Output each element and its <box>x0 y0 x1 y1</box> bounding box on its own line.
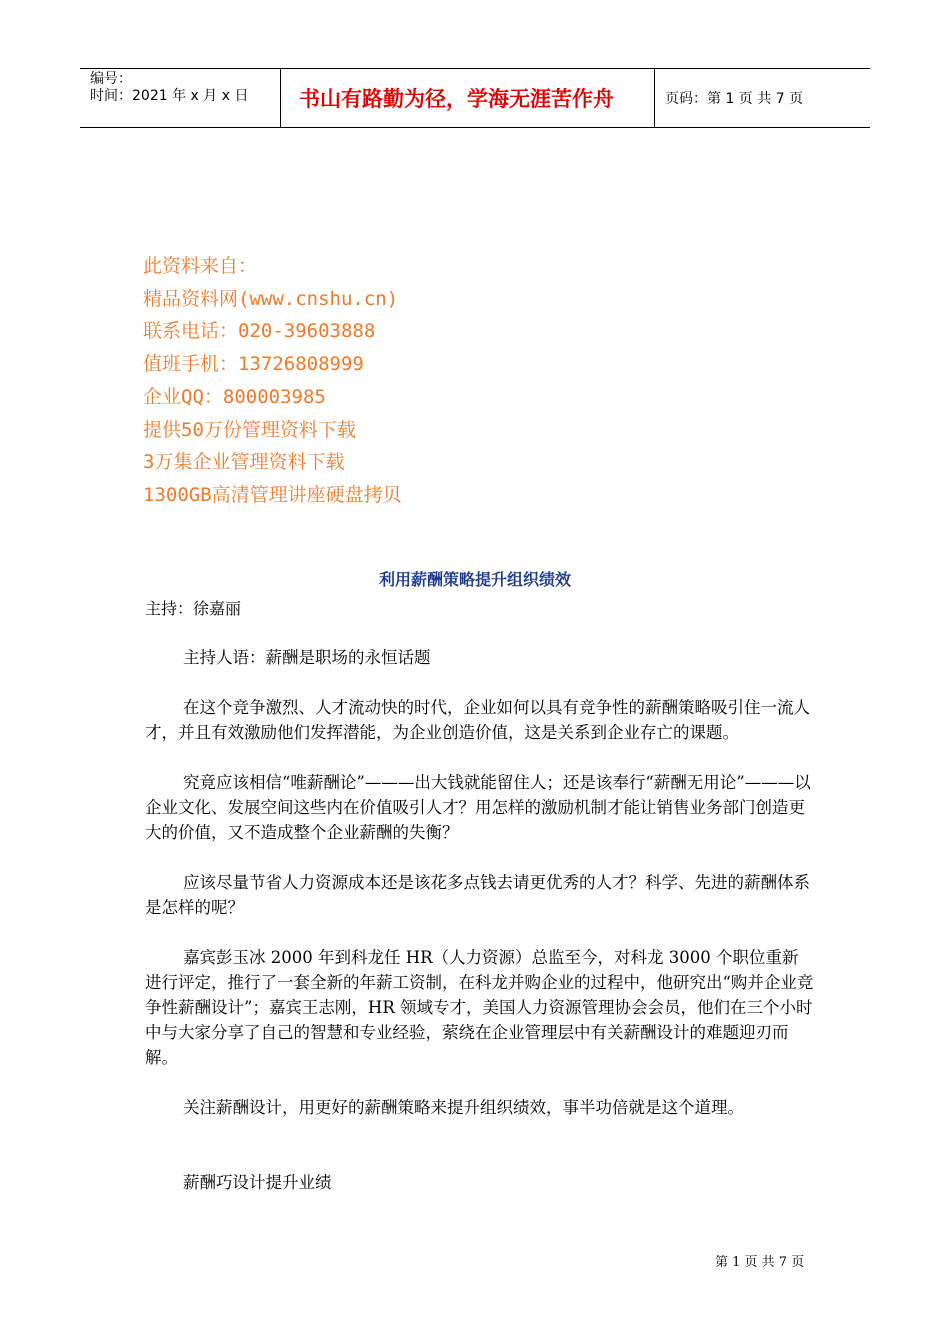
source-info-block <box>143 250 402 512</box>
source-line: 1300GB高清管理讲座硬盘拷贝 <box>143 483 402 506</box>
header-motto: 书山有路勤为径，学海无涯苦作舟 <box>281 69 655 127</box>
source-line: 此资料来自： <box>143 255 258 277</box>
source-line: 3万集企业管理资料下载 <box>143 451 345 474</box>
page-header <box>80 68 870 128</box>
article-subheading: 薪酬巧设计提升业绩 <box>183 1173 332 1192</box>
article-paragraph: 在这个竞争激烈、人才流动快的时代，企业如何以具有竞争性的薪酬策略吸引住一流人才，并且有效激励他们发挥潜能，为企业创造价值，这是关系到企业存亡的课题。 <box>145 698 810 742</box>
article-body <box>145 645 815 1220</box>
page-footer: 第 1 页 共 7 页 <box>715 1255 805 1270</box>
source-line: 提供50万份管理资料下载 <box>143 418 356 441</box>
header-page-label: 页码：第 1 页 共 7 页 <box>665 91 804 107</box>
article-paragraph: 关注薪酬设计，用更好的薪酬策略来提升组织绩效，事半功倍就是这个道理。 <box>183 1098 744 1117</box>
header-meta <box>80 69 281 127</box>
article-paragraph: 应该尽量节省人力资源成本还是该花多点钱去请更优秀的人才？科学、先进的薪酬体系是怎样的呢？ <box>145 873 810 917</box>
article-paragraph: 嘉宾彭玉冰 2000 年到科龙任 HR（人力资源）总监至今，对科龙 3000 个职位重新进行评定，推行了一套全新的年薪工资制，在科龙并购企业的过程中，他研究出“购并企业竞争性薪酬设计”；嘉宾王志刚，HR 领域专才，美国人力资源管理协会会员，他们在三个小时中与大家分享了自己的智慧和专业经验，萦绕在企业管理层中有关薪酬设计的难题迎刃而解。 <box>145 948 814 1067</box>
time-label: 时间：2021 年 x 月 x 日 <box>90 88 249 104</box>
article-paragraph: 究竟应该相信“唯薪酬论”———出大钱就能留住人；还是该奉行“薪酬无用论”———以企业文化、发展空间这些内在价值吸引人才？用怎样的激励机制才能让销售业务部门创造更大的价值，又不造成整个企业薪酬的失衡？ <box>145 773 811 842</box>
number-label: 编号： <box>90 71 132 87</box>
source-line-website: 精品资料网(www.cnshu.cn) <box>143 287 399 310</box>
source-line-qq: 企业QQ：800003985 <box>143 385 326 408</box>
article-host: 主持：徐嘉丽 <box>145 599 242 618</box>
article-paragraph: 主持人语：薪酬是职场的永恒话题 <box>183 648 431 667</box>
source-line-phone: 联系电话：020-39603888 <box>143 320 376 343</box>
article-title: 利用薪酬策略提升组织绩效 <box>378 570 571 589</box>
source-line-mobile: 值班手机：13726808999 <box>143 353 364 376</box>
